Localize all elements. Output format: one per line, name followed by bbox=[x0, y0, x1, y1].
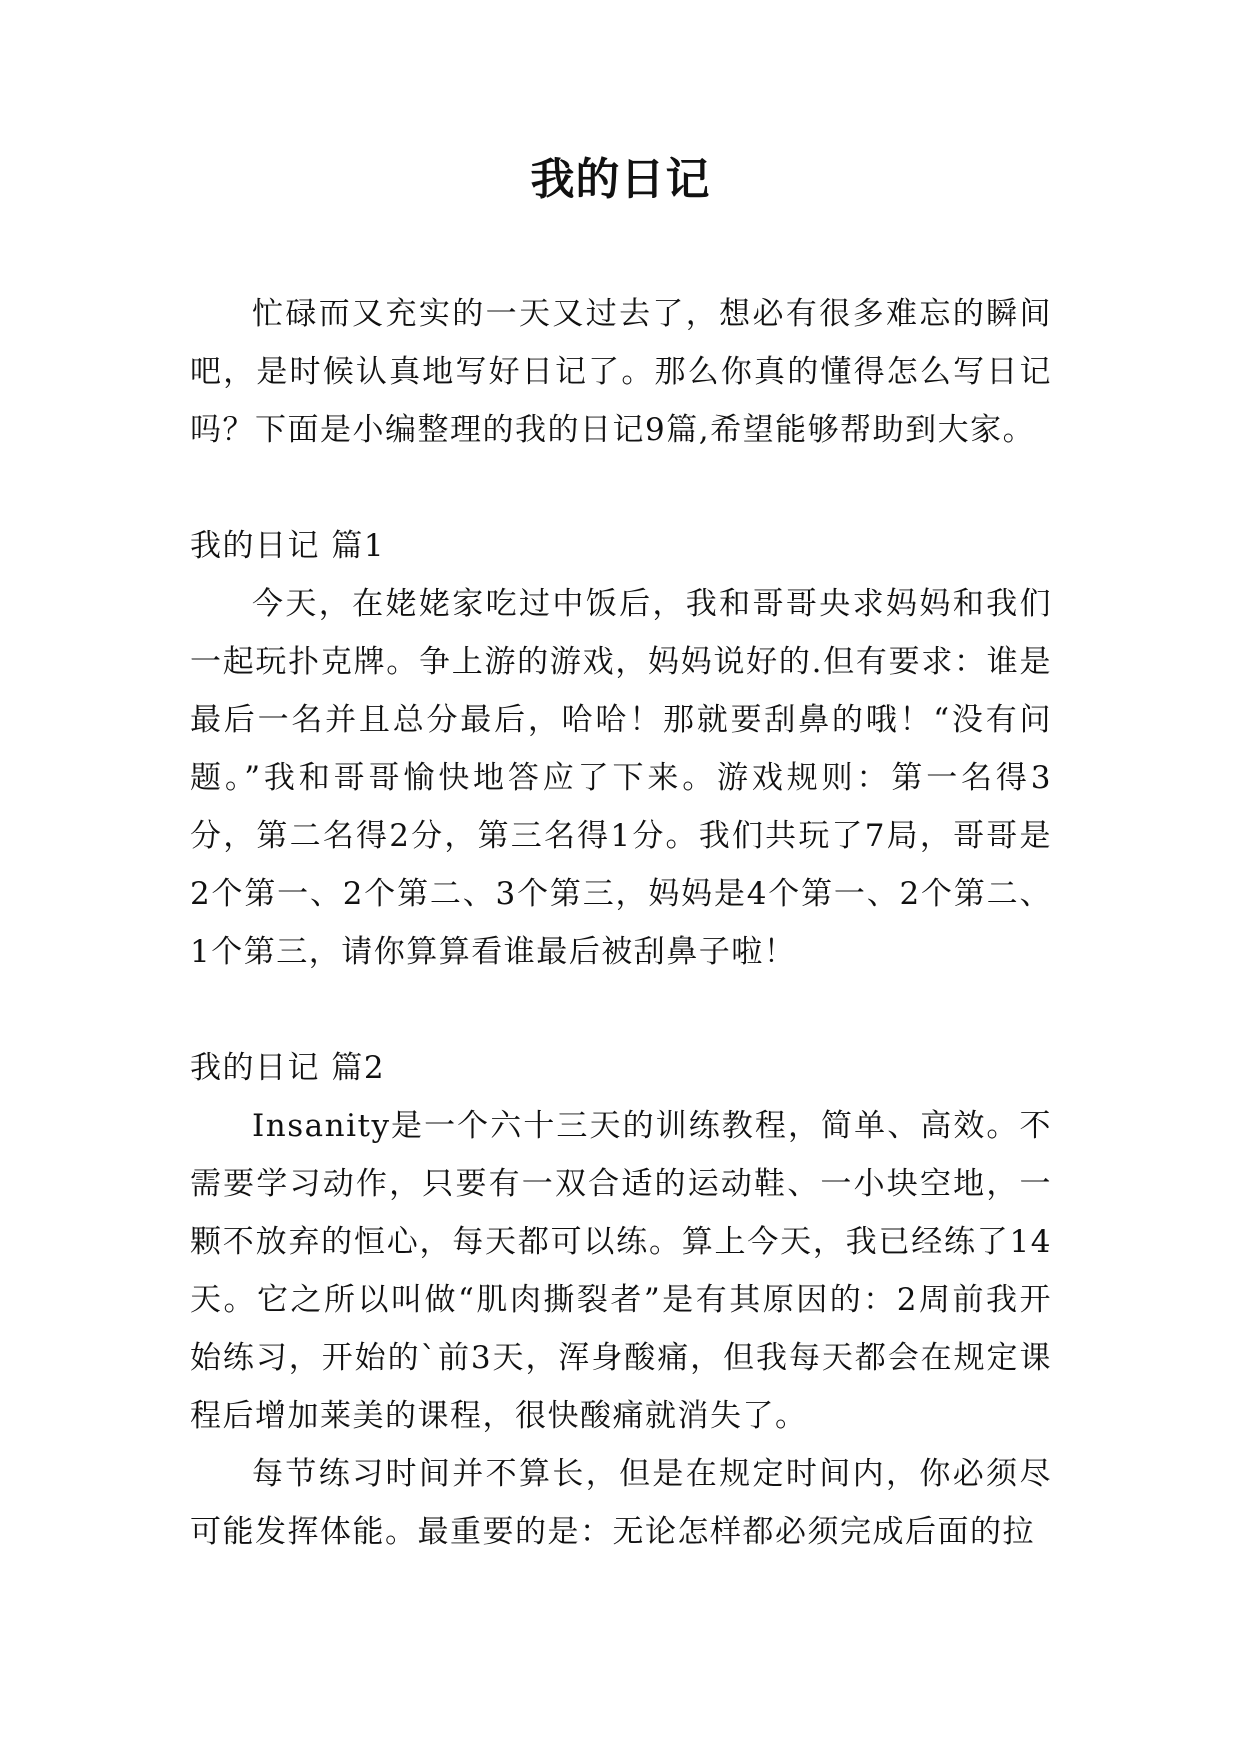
section-heading-1: 我的日记 篇1 bbox=[190, 528, 386, 564]
section-spacer bbox=[190, 459, 1052, 517]
document-title: 我的日记 bbox=[530, 154, 711, 205]
intro-paragraph: 忙碌而又充实的一天又过去了，想必有很多难忘的瞬间吧，是时候认真地写好日记了。那么你真的懂得怎么写日记吗？下面是小编整理的我的日记9篇,希望能够帮助到大家。 bbox=[190, 296, 1052, 448]
section-2-paragraph-2: 每节练习时间并不算长，但是在规定时间内，你必须尽可能发挥体能。最重要的是：无论怎样都必须完成后面的拉 bbox=[190, 1456, 1052, 1550]
section-1-paragraph-1: 今天，在姥姥家吃过中饭后，我和哥哥央求妈妈和我们一起玩扑克牌。争上游的游戏，妈妈说好的.但有要求：谁是最后一名并且总分最后，哈哈！那就要刮鼻的哦！“没有问题。”我和哥哥愉快地答应了下来。游戏规则：第一名得3分，第二名得2分，第三名得1分。我们共玩了7局，哥哥是2个第一、2个第二、3个第三，妈妈是4个第一、2个第二、1个第三，请你算算看谁最后被刮鼻子啦！ bbox=[190, 586, 1052, 970]
section-2-paragraph-1: Insanity是一个六十三天的训练教程，简单、高效。不需要学习动作，只要有一双合适的运动鞋、一小块空地，一颗不放弃的恒心，每天都可以练。算上今天，我已经练了14天。它之所以叫做“肌肉撕裂者”是有其原因的：2周前我开始练习，开始的`前3天，浑身酸痛，但我每天都会在规定课程后增加莱美的课程，很快酸痛就消失了。 bbox=[190, 1108, 1052, 1434]
section-heading-2: 我的日记 篇2 bbox=[190, 1050, 386, 1086]
section-spacer bbox=[190, 981, 1052, 1039]
document-body bbox=[190, 285, 1052, 1561]
